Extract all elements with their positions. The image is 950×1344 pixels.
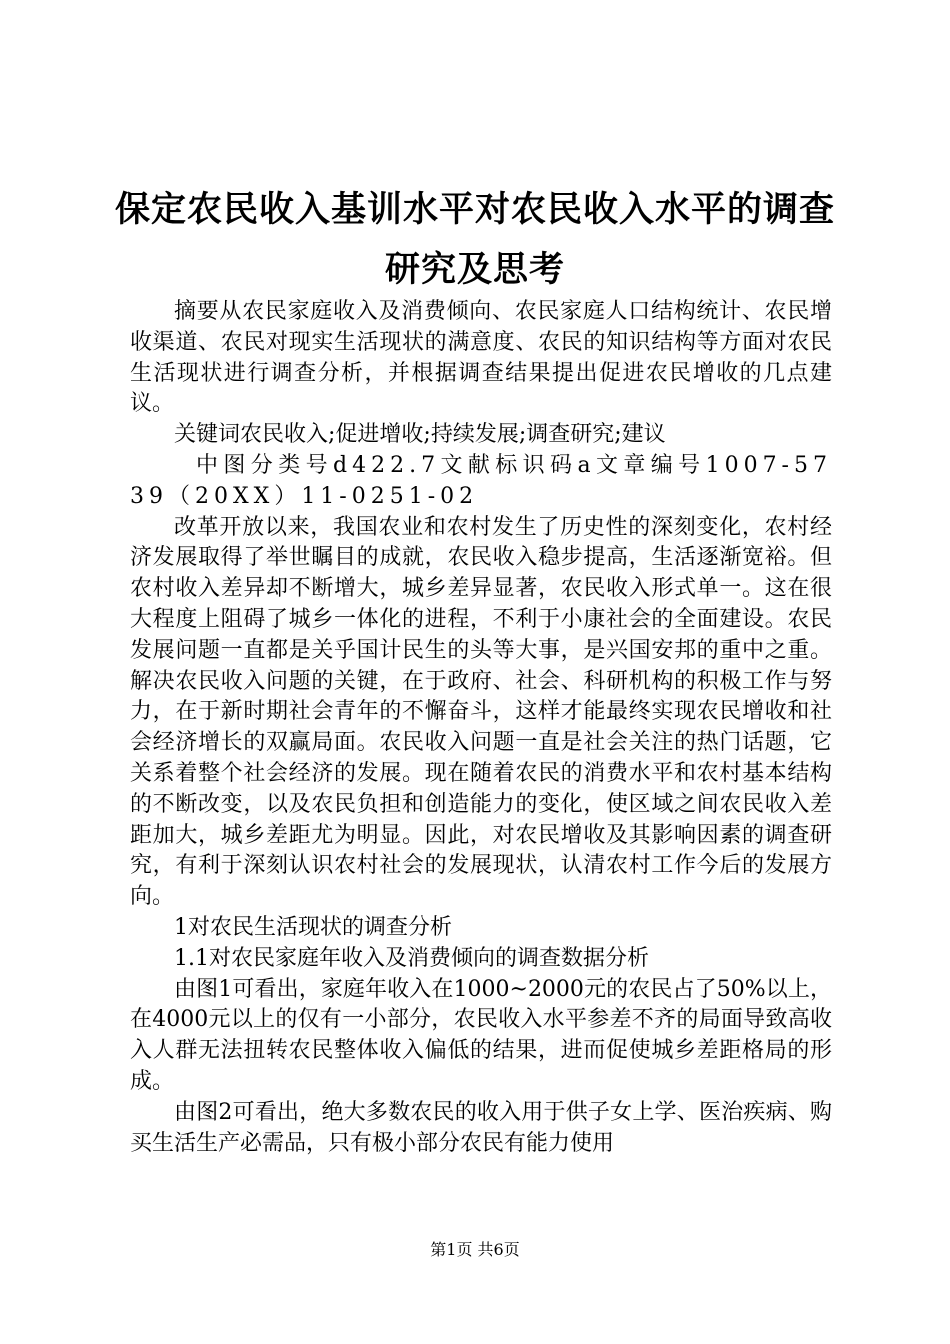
figure-2-paragraph: 由图2可看出，绝大多数农民的收入用于供子女上学、医治疾病、购买生活生产必需品，只有极小部分农民有能力使用 [130,1099,832,1156]
document-title-line-1: 保定农民收入基训水平对农民收入水平的调查 [114,190,835,230]
keywords-paragraph: 关键词农民收入;促进增收;持续发展;调查研究;建议 [174,422,666,448]
classification-paragraph: 中图分类号d422.7文献标识码a文章编号1007-5739（20XX）11-0251-02 [130,452,832,509]
document-title-line-2: 研究及思考 [384,250,565,290]
figure-1-paragraph: 由图1可看出，家庭年收入在1000~2000元的农民占了50%以上，在4000元以上的仅有一小部分，农民收入水平参差不齐的局面导致高收入人群无法扭转农民整体收入偏低的结果，进而促使城乡差距格局的形成。 [130,976,832,1094]
introduction-paragraph: 改革开放以来，我国农业和农村发生了历史性的深刻变化，农村经济发展取得了举世瞩目的成就，农民收入稳步提高，生活逐渐宽裕。但农村收入差异却不断增大，城乡差异显著，农民收入形式单一。这在很大程度上阻碍了城乡一体化的进程，不利于小康社会的全面建设。农民发展问题一直都是关乎国计民生的头等大事，是兴国安邦的重中之重。解决农民收入问题的关键，在于政府、社会、科研机构的积极工作与努力，在于新时期社会青年的不懈奋斗，这样才能最终实现农民增收和社会经济增长的双赢局面。农民收入问题一直是社会关注的热门话题，它关系着整个社会经济的发展。现在随着农民的消费水平和农村基本结构的不断改变，以及农民负担和创造能力的变化，使区域之间农民收入差距加大，城乡差距尤为明显。因此，对农民增收及其影响因素的调查研究，有利于深刻认识农村社会的发展现状，认清农村工作今后的发展方向。 [130,514,832,910]
abstract-paragraph: 摘要从农民家庭收入及消费倾向、农民家庭人口结构统计、农民增收渠道、农民对现实生活现状的满意度、农民的知识结构等方面对农民生活现状进行调查分析，并根据调查结果提出促进农民增收的几点建议。 [130,299,832,417]
document-body [130,297,832,1159]
section-heading-1-1: 1.1对农民家庭年收入及消费倾向的调查数据分析 [174,945,649,971]
page-number-footer: 第1页 共6页 [430,1240,520,1259]
section-heading-1: 1对农民生活现状的调查分析 [174,914,452,940]
